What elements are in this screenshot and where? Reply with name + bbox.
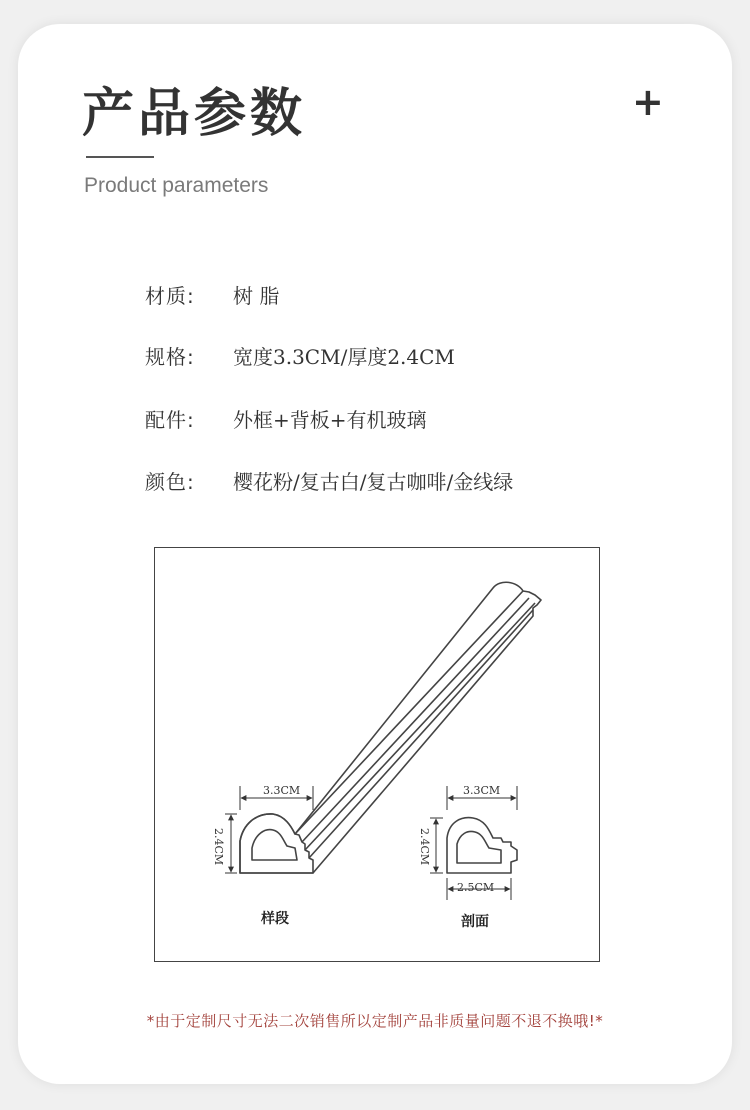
section-inner [457,832,501,864]
spec-label: 配件: [145,408,195,432]
page-subtitle: Product parameters [84,174,269,197]
profile-drawing [155,548,601,963]
spec-label: 颜色: [145,470,195,494]
spec-value: 宽度3.3CM/厚度2.4CM [233,345,455,369]
title-underline [86,156,154,158]
disclaimer-note: *由于定制尺寸无法二次销售所以定制产品非质量问题不退不换哦!* [146,1012,604,1030]
sample-height-label: 2.4CM [212,828,225,866]
section-base-label: 2.5CM [457,881,495,894]
molding-groove-3 [309,610,533,858]
sample-caption: 样段 [261,911,289,927]
spec-value: 树 脂 [233,284,280,308]
molding-outline [240,582,541,873]
frame-profile-diagram [154,547,600,962]
molding-end-face [240,814,313,873]
section-caption: 剖面 [461,914,489,930]
molding-end-inner [252,830,297,860]
section-height-label: 2.4CM [418,828,431,866]
plus-icon[interactable]: + [632,80,664,124]
sample-width-label: 3.3CM [263,784,301,797]
molding-groove-2 [305,603,535,850]
spec-label: 材质: [145,284,195,308]
section-width-label: 3.3CM [463,784,501,797]
page-title: 产品参数 [82,84,307,144]
spec-label: 规格: [145,345,195,369]
spec-value: 外框+背板+有机玻璃 [233,408,427,432]
spec-value: 樱花粉/复古白/复古咖啡/金线绿 [233,470,514,494]
molding-groove-1 [302,598,529,842]
